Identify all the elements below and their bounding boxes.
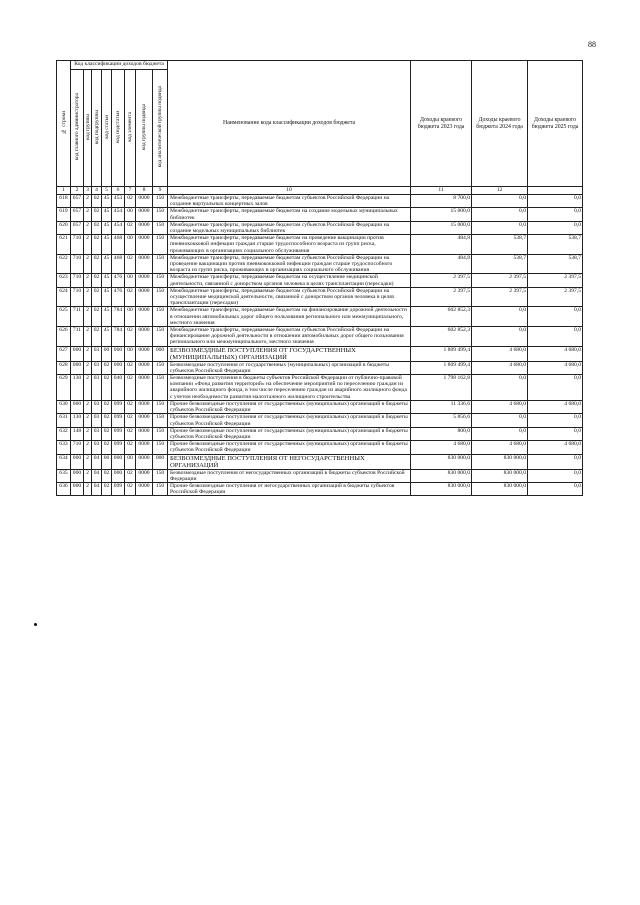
- code-subarticle-cell: 099: [112, 400, 125, 413]
- code-element-cell: 02: [125, 327, 136, 347]
- column-number: 11: [411, 187, 472, 195]
- amount-2025-cell: 0,0: [528, 454, 583, 469]
- code-subtype-cell: 0000: [136, 327, 153, 347]
- amount-2023-cell: 4 680,0: [411, 441, 472, 454]
- amount-2023-cell: 830 000,0: [411, 469, 472, 482]
- code-element-cell: 02: [125, 482, 136, 495]
- table-row: [57, 327, 583, 347]
- row-number-cell: 618: [57, 195, 71, 208]
- amount-2023-cell: 15 000,0: [411, 208, 472, 221]
- code-element-cell: 02: [125, 414, 136, 427]
- page-number: 88: [588, 40, 596, 49]
- code-subgroup-cell: 02: [92, 327, 102, 347]
- table-row: [57, 469, 583, 482]
- amount-2023-cell: 484,8: [411, 254, 472, 274]
- table-row: [57, 346, 583, 361]
- row-number-cell: 629: [57, 375, 71, 401]
- code-admin-cell: 130: [71, 375, 84, 401]
- code-group-cell: 2: [84, 441, 92, 454]
- amount-2024-cell: 2 397,5: [472, 274, 528, 287]
- table-body: [57, 195, 583, 496]
- code-group-cell: 2: [84, 208, 92, 221]
- row-number-cell: 634: [57, 454, 71, 469]
- code-article-cell: 02: [102, 441, 112, 454]
- column-number: 8: [136, 187, 153, 195]
- code-analytic-cell: 150: [153, 427, 168, 440]
- code-group-cell: 2: [84, 235, 92, 255]
- code-element-cell: 00: [125, 208, 136, 221]
- code-subtype-cell: 0000: [136, 469, 153, 482]
- code-subarticle-cell: 000: [112, 454, 125, 469]
- code-subarticle-cell: 454: [112, 221, 125, 234]
- code-group-cell: 2: [84, 454, 92, 469]
- code-group-cell: 2: [84, 346, 92, 361]
- amount-2025-cell: 0,0: [528, 375, 583, 401]
- code-analytic-cell: 150: [153, 221, 168, 234]
- row-number-cell: 632: [57, 427, 71, 440]
- code-subtype-cell: 0000: [136, 427, 153, 440]
- header-2025: Доходы краевого бюджета 2025 года: [528, 61, 583, 187]
- code-group-cell: 2: [84, 361, 92, 374]
- code-article-cell: 02: [102, 469, 112, 482]
- row-number-cell: 631: [57, 414, 71, 427]
- code-admin-cell: 148: [71, 427, 84, 440]
- code-subtype-cell: 0000: [136, 195, 153, 208]
- code-admin-cell: 711: [71, 307, 84, 327]
- column-number: 5: [102, 187, 112, 195]
- budget-revenue-table: [56, 60, 583, 496]
- code-subtype-cell: 0000: [136, 454, 153, 469]
- code-subarticle-cell: 453: [112, 195, 125, 208]
- table-row: [57, 195, 583, 208]
- code-group-cell: 2: [84, 414, 92, 427]
- code-subarticle-cell: 000: [112, 469, 125, 482]
- code-admin-cell: 710: [71, 235, 84, 255]
- code-element-cell: 02: [125, 375, 136, 401]
- code-analytic-cell: 150: [153, 274, 168, 287]
- amount-2025-cell: 2 397,5: [528, 287, 583, 307]
- table-row: [57, 441, 583, 454]
- amount-2025-cell: 0,0: [528, 195, 583, 208]
- amount-2024-cell: 0,0: [472, 327, 528, 347]
- code-group-cell: 2: [84, 427, 92, 440]
- row-number-cell: 630: [57, 400, 71, 413]
- table-row: [57, 287, 583, 307]
- code-group-cell: 2: [84, 254, 92, 274]
- header-name: Наименование кода классификации доходов бюджета: [168, 61, 411, 187]
- code-subtype-cell: 0000: [136, 482, 153, 495]
- code-subtype-cell: 0000: [136, 287, 153, 307]
- row-number-cell: 635: [57, 469, 71, 482]
- code-subtype-cell: 0000: [136, 235, 153, 255]
- code-element-cell: 00: [125, 346, 136, 361]
- code-subgroup-cell: 03: [92, 414, 102, 427]
- amount-2025-cell: 0,0: [528, 414, 583, 427]
- row-number-cell: 622: [57, 254, 71, 274]
- code-article-cell: 02: [102, 427, 112, 440]
- code-admin-cell: 057: [71, 208, 84, 221]
- income-name-cell: Безвозмездные поступления от государственных (муниципальных) организаций в бюджеты субъектов Российской Федерации: [168, 361, 411, 374]
- code-group-cell: 2: [84, 375, 92, 401]
- code-article-cell: 45: [102, 274, 112, 287]
- code-subgroup-cell: 03: [92, 427, 102, 440]
- column-number: 1: [57, 187, 71, 195]
- code-analytic-cell: 150: [153, 327, 168, 347]
- amount-2024-cell: 538,7: [472, 235, 528, 255]
- code-article-cell: 45: [102, 195, 112, 208]
- income-name-cell: Межбюджетные трансферты, передаваемые бюджетам субъектов Российской Федерации на осуществление медицинской деятельности, связанной с донорством органов человека в целях трансплантации (пересадки): [168, 287, 411, 307]
- income-name-cell: Прочие безвозмездные поступления от государственных (муниципальных) организаций в бюджеты субъектов Российской Федерации: [168, 441, 411, 454]
- header-code-element: код элемента: [125, 70, 136, 187]
- code-subtype-cell: 0000: [136, 441, 153, 454]
- code-element-cell: 02: [125, 254, 136, 274]
- code-article-cell: 00: [102, 454, 112, 469]
- code-subarticle-cell: 099: [112, 414, 125, 427]
- amount-2023-cell: 1 809 499,4: [411, 346, 472, 361]
- table-row: [57, 414, 583, 427]
- table-row: [57, 361, 583, 374]
- code-subgroup-cell: 02: [92, 307, 102, 327]
- code-subgroup-cell: 03: [92, 375, 102, 401]
- code-admin-cell: 710: [71, 287, 84, 307]
- code-element-cell: 02: [125, 400, 136, 413]
- amount-2024-cell: 830 000,0: [472, 482, 528, 495]
- code-admin-cell: 000: [71, 400, 84, 413]
- column-number: 4: [92, 187, 102, 195]
- code-analytic-cell: 150: [153, 195, 168, 208]
- income-name-cell: Межбюджетные трансферты, передаваемые бюджетам субъектов Российской Федерации на проведение вакцинации против пневмококковой инфекции граждан старше трудоспособного возраста из групп риска, проживающих в организациях социального обслуживания: [168, 254, 411, 274]
- amount-2024-cell: 538,7: [472, 254, 528, 274]
- amount-2025-cell: 4 680,0: [528, 361, 583, 374]
- code-admin-cell: 000: [71, 454, 84, 469]
- code-article-cell: 02: [102, 400, 112, 413]
- amount-2023-cell: 602 852,3: [411, 307, 472, 327]
- code-subtype-cell: 0000: [136, 221, 153, 234]
- code-analytic-cell: 000: [153, 454, 168, 469]
- column-number: 3: [84, 187, 92, 195]
- margin-mark: [34, 623, 37, 626]
- amount-2023-cell: 15 000,0: [411, 221, 472, 234]
- code-group-cell: 2: [84, 274, 92, 287]
- code-subarticle-cell: 476: [112, 287, 125, 307]
- code-admin-cell: 710: [71, 274, 84, 287]
- code-admin-cell: 000: [71, 361, 84, 374]
- amount-2023-cell: 5 856,6: [411, 414, 472, 427]
- code-subtype-cell: 0000: [136, 414, 153, 427]
- table-row: [57, 307, 583, 327]
- code-article-cell: 45: [102, 287, 112, 307]
- code-analytic-cell: 150: [153, 414, 168, 427]
- code-subtype-cell: 0000: [136, 307, 153, 327]
- code-subgroup-cell: 02: [92, 287, 102, 307]
- code-subtype-cell: 0000: [136, 346, 153, 361]
- code-subgroup-cell: 03: [92, 441, 102, 454]
- code-subtype-cell: 0000: [136, 254, 153, 274]
- amount-2023-cell: 602 852,3: [411, 327, 472, 347]
- code-element-cell: 02: [125, 441, 136, 454]
- amount-2025-cell: 0,0: [528, 307, 583, 327]
- amount-2023-cell: 484,8: [411, 235, 472, 255]
- column-number: [528, 187, 583, 195]
- row-number-cell: 620: [57, 221, 71, 234]
- code-analytic-cell: 150: [153, 482, 168, 495]
- code-element-cell: 00: [125, 454, 136, 469]
- amount-2024-cell: 4 680,0: [472, 400, 528, 413]
- row-number-cell: 626: [57, 327, 71, 347]
- amount-2024-cell: 4 680,0: [472, 346, 528, 361]
- code-subgroup-cell: 02: [92, 208, 102, 221]
- code-element-cell: 00: [125, 307, 136, 327]
- code-article-cell: 02: [102, 482, 112, 495]
- code-article-cell: 45: [102, 208, 112, 221]
- row-number-cell: 627: [57, 346, 71, 361]
- column-number: 9: [153, 187, 168, 195]
- amount-2024-cell: 2 397,5: [472, 287, 528, 307]
- code-element-cell: 02: [125, 195, 136, 208]
- table-row: [57, 427, 583, 440]
- income-name-cell: Межбюджетные трансферты, передаваемые бюджетам на финансирование дорожной деятельности в отношении автомобильных дорог общего пользования регионального или межмуниципального, местного значения: [168, 307, 411, 327]
- code-subarticle-cell: 000: [112, 346, 125, 361]
- row-number-cell: 628: [57, 361, 71, 374]
- code-admin-cell: 710: [71, 254, 84, 274]
- column-number: 6: [112, 187, 125, 195]
- code-analytic-cell: 150: [153, 375, 168, 401]
- table-row: [57, 274, 583, 287]
- amount-2025-cell: 0,0: [528, 469, 583, 482]
- row-number-cell: 625: [57, 307, 71, 327]
- amount-2025-cell: 0,0: [528, 427, 583, 440]
- amount-2023-cell: 830 000,0: [411, 482, 472, 495]
- code-element-cell: 02: [125, 361, 136, 374]
- amount-2025-cell: 4 680,0: [528, 400, 583, 413]
- amount-2023-cell: 830 000,0: [411, 454, 472, 469]
- code-subarticle-cell: 000: [112, 361, 125, 374]
- code-subtype-cell: 0000: [136, 400, 153, 413]
- code-group-cell: 2: [84, 400, 92, 413]
- code-group-cell: 2: [84, 195, 92, 208]
- header-classification-group: Код классификации доходов бюджета: [71, 61, 168, 70]
- row-number-cell: 636: [57, 482, 71, 495]
- row-number-cell: 621: [57, 235, 71, 255]
- amount-2024-cell: 0,0: [472, 307, 528, 327]
- amount-2025-cell: 0,0: [528, 482, 583, 495]
- header-code-subtype-group: код группы подвида: [136, 70, 153, 187]
- code-group-cell: 2: [84, 307, 92, 327]
- code-subarticle-cell: 784: [112, 327, 125, 347]
- income-name-cell: Прочие безвозмездные поступления от государственных (муниципальных) организаций в бюджеты субъектов Российской Федерации: [168, 427, 411, 440]
- code-admin-cell: 057: [71, 195, 84, 208]
- header-code-admin: код главного администратора: [71, 70, 84, 187]
- code-admin-cell: 130: [71, 414, 84, 427]
- income-name-cell: Прочие безвозмездные поступления от государственных (муниципальных) организаций в бюджеты субъектов Российской Федерации: [168, 414, 411, 427]
- income-name-cell: Межбюджетные трансферты, передаваемые бюджетам субъектов Российской Федерации на финансирование дорожной деятельности в отношении автомобильных дорог общего пользования регионального или межмуниципального, местного значения: [168, 327, 411, 347]
- amount-2024-cell: 0,0: [472, 195, 528, 208]
- code-article-cell: 45: [102, 235, 112, 255]
- row-number-cell: 624: [57, 287, 71, 307]
- code-element-cell: 02: [125, 221, 136, 234]
- code-subarticle-cell: 468: [112, 254, 125, 274]
- income-name-cell: Прочие безвозмездные поступления от государственных (муниципальных) организаций в бюджеты субъектов Российской Федерации: [168, 400, 411, 413]
- amount-2024-cell: 4 680,0: [472, 441, 528, 454]
- code-article-cell: 00: [102, 346, 112, 361]
- code-subarticle-cell: 468: [112, 235, 125, 255]
- code-subgroup-cell: 02: [92, 254, 102, 274]
- header-code-article: код статьи: [102, 70, 112, 187]
- income-name-cell: Межбюджетные трансферты, передаваемые бюджетам субъектов Российской Федерации на создание модельных муниципальных библиотек: [168, 221, 411, 234]
- code-element-cell: 02: [125, 469, 136, 482]
- code-analytic-cell: 150: [153, 469, 168, 482]
- table-row: [57, 208, 583, 221]
- income-name-cell: БЕЗВОЗМЕЗДНЫЕ ПОСТУПЛЕНИЯ ОТ НЕГОСУДАРСТВЕННЫХ ОРГАНИЗАЦИЙ: [168, 454, 411, 469]
- code-article-cell: 02: [102, 414, 112, 427]
- code-element-cell: 00: [125, 235, 136, 255]
- table-row: [57, 482, 583, 495]
- code-admin-cell: 057: [71, 221, 84, 234]
- code-article-cell: 45: [102, 327, 112, 347]
- income-name-cell: Межбюджетные трансферты, передаваемые бюджетам субъектов Российской Федерации на создание виртуальных концертных залов: [168, 195, 411, 208]
- code-subgroup-cell: 02: [92, 195, 102, 208]
- header-code-group: код группы: [84, 70, 92, 187]
- header-code-subgroup: код подгруппы: [92, 70, 102, 187]
- code-group-cell: 2: [84, 327, 92, 347]
- code-subgroup-cell: 02: [92, 221, 102, 234]
- code-subgroup-cell: 02: [92, 274, 102, 287]
- code-analytic-cell: 150: [153, 235, 168, 255]
- amount-2024-cell: 830 000,0: [472, 454, 528, 469]
- header-code-subarticle: код подстатьи: [112, 70, 125, 187]
- code-subtype-cell: 0000: [136, 375, 153, 401]
- column-number: 7: [125, 187, 136, 195]
- code-subtype-cell: 0000: [136, 361, 153, 374]
- code-subtype-cell: 0000: [136, 274, 153, 287]
- column-numbers-row: [57, 187, 583, 195]
- code-analytic-cell: 150: [153, 287, 168, 307]
- amount-2023-cell: 2 397,5: [411, 274, 472, 287]
- income-name-cell: Межбюджетные трансферты, передаваемые бюджетам на осуществление медицинской деятельности, связанной с донорством органов человека в целях трансплантации (пересадки): [168, 274, 411, 287]
- code-analytic-cell: 150: [153, 441, 168, 454]
- code-admin-cell: 711: [71, 327, 84, 347]
- code-admin-cell: 710: [71, 441, 84, 454]
- code-analytic-cell: 150: [153, 400, 168, 413]
- code-subgroup-cell: 03: [92, 346, 102, 361]
- amount-2025-cell: 0,0: [528, 327, 583, 347]
- amount-2025-cell: 538,7: [528, 254, 583, 274]
- amount-2024-cell: 4 680,0: [472, 361, 528, 374]
- code-group-cell: 2: [84, 469, 92, 482]
- amount-2023-cell: 1 809 499,4: [411, 361, 472, 374]
- amount-2023-cell: 11 336,6: [411, 400, 472, 413]
- amount-2023-cell: 8 700,0: [411, 195, 472, 208]
- column-number: 2: [71, 187, 84, 195]
- amount-2023-cell: 800,0: [411, 427, 472, 440]
- code-subgroup-cell: 04: [92, 469, 102, 482]
- code-analytic-cell: 000: [153, 346, 168, 361]
- header-2023: Доходы краевого бюджета 2023 года: [411, 61, 472, 187]
- table-row: [57, 454, 583, 469]
- amount-2024-cell: 0,0: [472, 414, 528, 427]
- amount-2025-cell: 538,7: [528, 235, 583, 255]
- code-subarticle-cell: 099: [112, 441, 125, 454]
- header-row-number: № строки: [57, 61, 71, 187]
- code-subarticle-cell: 454: [112, 208, 125, 221]
- table-row: [57, 221, 583, 234]
- code-article-cell: 02: [102, 375, 112, 401]
- code-article-cell: 45: [102, 307, 112, 327]
- code-analytic-cell: 150: [153, 307, 168, 327]
- column-number: 12: [472, 187, 528, 195]
- code-group-cell: 2: [84, 482, 92, 495]
- code-subgroup-cell: 04: [92, 454, 102, 469]
- amount-2024-cell: 0,0: [472, 208, 528, 221]
- table-row: [57, 235, 583, 255]
- row-number-cell: 633: [57, 441, 71, 454]
- income-name-cell: Прочие безвозмездные поступления от негосударственных организаций в бюджеты субъектов Российской Федерации: [168, 482, 411, 495]
- income-name-cell: БЕЗВОЗМЕЗДНЫЕ ПОСТУПЛЕНИЯ ОТ ГОСУДАРСТВЕННЫХ (МУНИЦИПАЛЬНЫХ) ОРГАНИЗАЦИЙ: [168, 346, 411, 361]
- code-analytic-cell: 150: [153, 254, 168, 274]
- code-group-cell: 2: [84, 287, 92, 307]
- header-code-analytic-group: код аналитической группы подвида: [153, 70, 168, 187]
- code-subarticle-cell: 099: [112, 482, 125, 495]
- amount-2025-cell: 2 397,5: [528, 274, 583, 287]
- code-admin-cell: 000: [71, 482, 84, 495]
- code-subgroup-cell: 04: [92, 482, 102, 495]
- table-row: [57, 400, 583, 413]
- amount-2023-cell: 1 798 162,8: [411, 375, 472, 401]
- income-name-cell: Безвозмездные поступления в бюджеты субъектов Российской Федерации от публично-правовой компании «Фонд развития территорий» на обеспечение мероприятий по переселению граждан из аварийного жилищного фонда, в том числе переселению граждан из аварийного жилищного фонда с учетом необходимости развития малоэтажного жилищного строительства: [168, 375, 411, 401]
- code-subgroup-cell: 03: [92, 400, 102, 413]
- amount-2025-cell: 0,0: [528, 221, 583, 234]
- code-element-cell: 00: [125, 274, 136, 287]
- header-2024: Доходы краевого бюджета 2024 года: [472, 61, 528, 187]
- amount-2024-cell: 830 000,0: [472, 469, 528, 482]
- code-subarticle-cell: 784: [112, 307, 125, 327]
- income-name-cell: Межбюджетные трансферты, передаваемые бюджетам на создание модельных муниципальных библиотек: [168, 208, 411, 221]
- code-article-cell: 02: [102, 361, 112, 374]
- code-admin-cell: 000: [71, 469, 84, 482]
- row-number-cell: 623: [57, 274, 71, 287]
- code-subarticle-cell: 099: [112, 427, 125, 440]
- table-row: [57, 254, 583, 274]
- amount-2024-cell: 0,0: [472, 221, 528, 234]
- code-subgroup-cell: 03: [92, 361, 102, 374]
- code-analytic-cell: 150: [153, 208, 168, 221]
- code-subgroup-cell: 02: [92, 235, 102, 255]
- code-subtype-cell: 0000: [136, 208, 153, 221]
- income-name-cell: Межбюджетные трансферты, передаваемые бюджетам на проведение вакцинации против пневмококковой инфекции граждан старше трудоспособного возраста из групп риска, проживающих в организациях социального обслуживания: [168, 235, 411, 255]
- code-subarticle-cell: 476: [112, 274, 125, 287]
- table-row: [57, 375, 583, 401]
- code-admin-cell: 000: [71, 346, 84, 361]
- amount-2025-cell: 4 680,0: [528, 441, 583, 454]
- code-article-cell: 45: [102, 254, 112, 274]
- code-group-cell: 2: [84, 221, 92, 234]
- code-element-cell: 02: [125, 427, 136, 440]
- amount-2024-cell: 0,0: [472, 427, 528, 440]
- amount-2023-cell: 2 397,5: [411, 287, 472, 307]
- row-number-cell: 619: [57, 208, 71, 221]
- amount-2025-cell: 4 680,0: [528, 346, 583, 361]
- code-element-cell: 02: [125, 287, 136, 307]
- code-subarticle-cell: 040: [112, 375, 125, 401]
- amount-2025-cell: 0,0: [528, 208, 583, 221]
- amount-2024-cell: 0,0: [472, 375, 528, 401]
- column-number: 10: [168, 187, 411, 195]
- code-analytic-cell: 150: [153, 361, 168, 374]
- code-article-cell: 45: [102, 221, 112, 234]
- income-name-cell: Безвозмездные поступления от негосударственных организаций в бюджеты субъектов Российской Федерации: [168, 469, 411, 482]
